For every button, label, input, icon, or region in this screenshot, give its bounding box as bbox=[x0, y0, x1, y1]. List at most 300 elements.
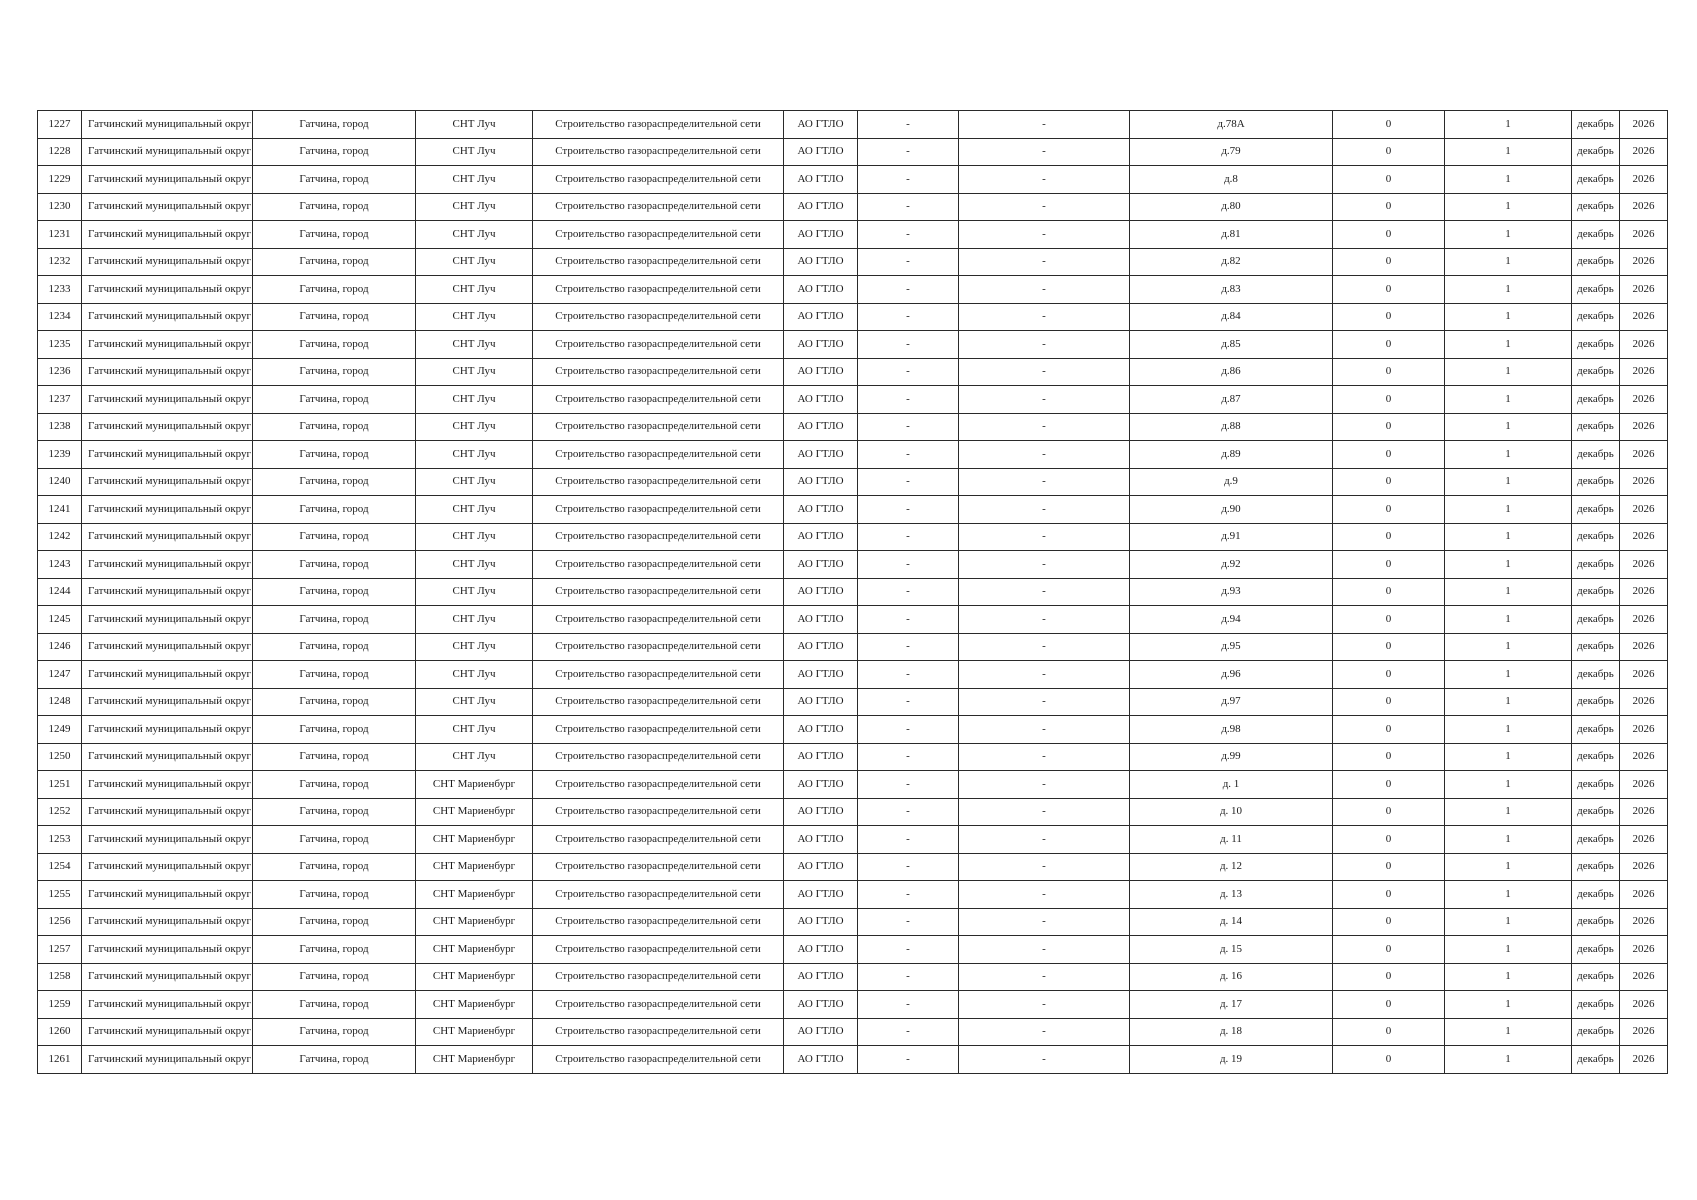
cell-organization: АО ГТЛО bbox=[784, 991, 858, 1019]
cell-year: 2026 bbox=[1620, 276, 1668, 304]
cell-house-number: д.80 bbox=[1130, 193, 1333, 221]
cell-row-number: 1251 bbox=[38, 771, 82, 799]
cell-house-number: д. 19 bbox=[1130, 1046, 1333, 1074]
cell-month: декабрь bbox=[1572, 138, 1620, 166]
cell-dash-1: - bbox=[858, 798, 959, 826]
cell-organization: АО ГТЛО bbox=[784, 193, 858, 221]
cell-snt-name: СНТ Луч bbox=[416, 276, 533, 304]
cell-year: 2026 bbox=[1620, 1046, 1668, 1074]
cell-dash-2: - bbox=[959, 358, 1130, 386]
cell-value-0: 0 bbox=[1333, 633, 1445, 661]
cell-work-type: Строительство газораспределительной сети bbox=[533, 496, 784, 524]
cell-house-number: д. 10 bbox=[1130, 798, 1333, 826]
cell-settlement: Гатчина, город bbox=[253, 633, 416, 661]
cell-value-0: 0 bbox=[1333, 413, 1445, 441]
cell-value-1: 1 bbox=[1445, 853, 1572, 881]
cell-value-0: 0 bbox=[1333, 936, 1445, 964]
cell-month: декабрь bbox=[1572, 688, 1620, 716]
cell-value-0: 0 bbox=[1333, 468, 1445, 496]
cell-value-1: 1 bbox=[1445, 468, 1572, 496]
cell-row-number: 1240 bbox=[38, 468, 82, 496]
cell-settlement: Гатчина, город bbox=[253, 248, 416, 276]
cell-dash-2: - bbox=[959, 496, 1130, 524]
cell-municipal-district: Гатчинский муниципальный округ bbox=[82, 358, 253, 386]
cell-snt-name: СНТ Мариенбург bbox=[416, 1018, 533, 1046]
cell-settlement: Гатчина, город bbox=[253, 578, 416, 606]
cell-value-1: 1 bbox=[1445, 221, 1572, 249]
cell-dash-2: - bbox=[959, 743, 1130, 771]
cell-dash-1: - bbox=[858, 991, 959, 1019]
cell-dash-2: - bbox=[959, 1046, 1130, 1074]
cell-year: 2026 bbox=[1620, 386, 1668, 414]
cell-municipal-district: Гатчинский муниципальный округ bbox=[82, 578, 253, 606]
cell-month: декабрь bbox=[1572, 963, 1620, 991]
cell-row-number: 1237 bbox=[38, 386, 82, 414]
cell-house-number: д. 13 bbox=[1130, 881, 1333, 909]
cell-value-0: 0 bbox=[1333, 138, 1445, 166]
cell-house-number: д.78А bbox=[1130, 111, 1333, 139]
cell-house-number: д. 11 bbox=[1130, 826, 1333, 854]
cell-dash-1: - bbox=[858, 853, 959, 881]
table-row bbox=[38, 908, 1668, 936]
cell-organization: АО ГТЛО bbox=[784, 386, 858, 414]
cell-house-number: д.9 bbox=[1130, 468, 1333, 496]
cell-row-number: 1255 bbox=[38, 881, 82, 909]
cell-work-type: Строительство газораспределительной сети bbox=[533, 716, 784, 744]
cell-dash-1: - bbox=[858, 826, 959, 854]
cell-value-1: 1 bbox=[1445, 138, 1572, 166]
cell-row-number: 1252 bbox=[38, 798, 82, 826]
cell-dash-1: - bbox=[858, 606, 959, 634]
table-row bbox=[38, 936, 1668, 964]
cell-work-type: Строительство газораспределительной сети bbox=[533, 166, 784, 194]
cell-municipal-district: Гатчинский муниципальный округ bbox=[82, 523, 253, 551]
cell-municipal-district: Гатчинский муниципальный округ bbox=[82, 743, 253, 771]
cell-work-type: Строительство газораспределительной сети bbox=[533, 523, 784, 551]
cell-snt-name: СНТ Мариенбург bbox=[416, 826, 533, 854]
cell-house-number: д. 1 bbox=[1130, 771, 1333, 799]
cell-settlement: Гатчина, город bbox=[253, 1046, 416, 1074]
cell-value-1: 1 bbox=[1445, 496, 1572, 524]
cell-house-number: д.81 bbox=[1130, 221, 1333, 249]
cell-work-type: Строительство газораспределительной сети bbox=[533, 468, 784, 496]
cell-house-number: д.87 bbox=[1130, 386, 1333, 414]
table-row bbox=[38, 468, 1668, 496]
cell-row-number: 1246 bbox=[38, 633, 82, 661]
cell-month: декабрь bbox=[1572, 826, 1620, 854]
cell-house-number: д.8 bbox=[1130, 166, 1333, 194]
cell-work-type: Строительство газораспределительной сети bbox=[533, 1018, 784, 1046]
cell-row-number: 1244 bbox=[38, 578, 82, 606]
cell-dash-2: - bbox=[959, 413, 1130, 441]
cell-house-number: д.88 bbox=[1130, 413, 1333, 441]
cell-settlement: Гатчина, город bbox=[253, 523, 416, 551]
cell-dash-2: - bbox=[959, 633, 1130, 661]
table-row bbox=[38, 798, 1668, 826]
cell-work-type: Строительство газораспределительной сети bbox=[533, 221, 784, 249]
cell-year: 2026 bbox=[1620, 606, 1668, 634]
cell-dash-2: - bbox=[959, 578, 1130, 606]
cell-municipal-district: Гатчинский муниципальный округ bbox=[82, 248, 253, 276]
cell-row-number: 1227 bbox=[38, 111, 82, 139]
cell-value-0: 0 bbox=[1333, 221, 1445, 249]
cell-organization: АО ГТЛО bbox=[784, 496, 858, 524]
cell-organization: АО ГТЛО bbox=[784, 331, 858, 359]
cell-snt-name: СНТ Луч bbox=[416, 468, 533, 496]
cell-value-1: 1 bbox=[1445, 606, 1572, 634]
cell-organization: АО ГТЛО bbox=[784, 853, 858, 881]
table-row bbox=[38, 991, 1668, 1019]
cell-municipal-district: Гатчинский муниципальный округ bbox=[82, 606, 253, 634]
cell-dash-1: - bbox=[858, 166, 959, 194]
cell-house-number: д.82 bbox=[1130, 248, 1333, 276]
cell-value-0: 0 bbox=[1333, 908, 1445, 936]
cell-dash-2: - bbox=[959, 111, 1130, 139]
cell-settlement: Гатчина, город bbox=[253, 908, 416, 936]
cell-settlement: Гатчина, город bbox=[253, 826, 416, 854]
cell-house-number: д. 17 bbox=[1130, 991, 1333, 1019]
cell-year: 2026 bbox=[1620, 963, 1668, 991]
cell-settlement: Гатчина, город bbox=[253, 496, 416, 524]
cell-dash-1: - bbox=[858, 881, 959, 909]
cell-work-type: Строительство газораспределительной сети bbox=[533, 936, 784, 964]
cell-municipal-district: Гатчинский муниципальный округ bbox=[82, 716, 253, 744]
cell-dash-1: - bbox=[858, 441, 959, 469]
cell-value-1: 1 bbox=[1445, 276, 1572, 304]
cell-value-0: 0 bbox=[1333, 1046, 1445, 1074]
cell-row-number: 1232 bbox=[38, 248, 82, 276]
table-row bbox=[38, 1018, 1668, 1046]
cell-settlement: Гатчина, город bbox=[253, 798, 416, 826]
cell-month: декабрь bbox=[1572, 413, 1620, 441]
cell-row-number: 1256 bbox=[38, 908, 82, 936]
cell-municipal-district: Гатчинский муниципальный округ bbox=[82, 111, 253, 139]
cell-municipal-district: Гатчинский муниципальный округ bbox=[82, 413, 253, 441]
cell-snt-name: СНТ Луч bbox=[416, 221, 533, 249]
cell-year: 2026 bbox=[1620, 496, 1668, 524]
cell-month: декабрь bbox=[1572, 468, 1620, 496]
cell-settlement: Гатчина, город bbox=[253, 358, 416, 386]
table-body bbox=[38, 111, 1668, 1074]
cell-value-1: 1 bbox=[1445, 963, 1572, 991]
cell-value-0: 0 bbox=[1333, 881, 1445, 909]
cell-dash-2: - bbox=[959, 248, 1130, 276]
table-row bbox=[38, 661, 1668, 689]
cell-value-1: 1 bbox=[1445, 386, 1572, 414]
cell-dash-1: - bbox=[858, 413, 959, 441]
cell-year: 2026 bbox=[1620, 303, 1668, 331]
cell-organization: АО ГТЛО bbox=[784, 523, 858, 551]
cell-dash-2: - bbox=[959, 881, 1130, 909]
cell-snt-name: СНТ Луч bbox=[416, 248, 533, 276]
cell-dash-2: - bbox=[959, 963, 1130, 991]
cell-snt-name: СНТ Луч bbox=[416, 331, 533, 359]
cell-month: декабрь bbox=[1572, 606, 1620, 634]
cell-settlement: Гатчина, город bbox=[253, 221, 416, 249]
cell-row-number: 1230 bbox=[38, 193, 82, 221]
cell-dash-2: - bbox=[959, 468, 1130, 496]
cell-work-type: Строительство газораспределительной сети bbox=[533, 303, 784, 331]
cell-value-0: 0 bbox=[1333, 798, 1445, 826]
cell-organization: АО ГТЛО bbox=[784, 881, 858, 909]
cell-year: 2026 bbox=[1620, 908, 1668, 936]
cell-dash-2: - bbox=[959, 853, 1130, 881]
cell-house-number: д. 18 bbox=[1130, 1018, 1333, 1046]
cell-year: 2026 bbox=[1620, 688, 1668, 716]
cell-value-0: 0 bbox=[1333, 963, 1445, 991]
cell-dash-1: - bbox=[858, 1046, 959, 1074]
cell-row-number: 1236 bbox=[38, 358, 82, 386]
cell-value-1: 1 bbox=[1445, 688, 1572, 716]
cell-snt-name: СНТ Мариенбург bbox=[416, 991, 533, 1019]
cell-month: декабрь bbox=[1572, 193, 1620, 221]
cell-settlement: Гатчина, город bbox=[253, 963, 416, 991]
cell-snt-name: СНТ Луч bbox=[416, 193, 533, 221]
cell-dash-2: - bbox=[959, 441, 1130, 469]
cell-work-type: Строительство газораспределительной сети bbox=[533, 798, 784, 826]
cell-month: декабрь bbox=[1572, 991, 1620, 1019]
cell-organization: АО ГТЛО bbox=[784, 1046, 858, 1074]
cell-organization: АО ГТЛО bbox=[784, 138, 858, 166]
table-row bbox=[38, 771, 1668, 799]
cell-value-0: 0 bbox=[1333, 578, 1445, 606]
cell-settlement: Гатчина, город bbox=[253, 853, 416, 881]
cell-house-number: д.84 bbox=[1130, 303, 1333, 331]
cell-row-number: 1254 bbox=[38, 853, 82, 881]
cell-row-number: 1235 bbox=[38, 331, 82, 359]
cell-value-1: 1 bbox=[1445, 991, 1572, 1019]
cell-dash-2: - bbox=[959, 523, 1130, 551]
cell-row-number: 1260 bbox=[38, 1018, 82, 1046]
cell-settlement: Гатчина, город bbox=[253, 551, 416, 579]
cell-house-number: д. 12 bbox=[1130, 853, 1333, 881]
cell-month: декабрь bbox=[1572, 248, 1620, 276]
cell-month: декабрь bbox=[1572, 551, 1620, 579]
cell-work-type: Строительство газораспределительной сети bbox=[533, 386, 784, 414]
cell-month: декабрь bbox=[1572, 881, 1620, 909]
cell-year: 2026 bbox=[1620, 716, 1668, 744]
cell-settlement: Гатчина, город bbox=[253, 166, 416, 194]
cell-value-1: 1 bbox=[1445, 578, 1572, 606]
cell-row-number: 1257 bbox=[38, 936, 82, 964]
cell-month: декабрь bbox=[1572, 523, 1620, 551]
cell-house-number: д.79 bbox=[1130, 138, 1333, 166]
cell-municipal-district: Гатчинский муниципальный округ bbox=[82, 963, 253, 991]
cell-row-number: 1249 bbox=[38, 716, 82, 744]
cell-year: 2026 bbox=[1620, 413, 1668, 441]
cell-snt-name: СНТ Мариенбург bbox=[416, 881, 533, 909]
cell-dash-1: - bbox=[858, 386, 959, 414]
cell-snt-name: СНТ Мариенбург bbox=[416, 908, 533, 936]
table-row bbox=[38, 166, 1668, 194]
cell-value-0: 0 bbox=[1333, 771, 1445, 799]
cell-value-1: 1 bbox=[1445, 826, 1572, 854]
cell-organization: АО ГТЛО bbox=[784, 798, 858, 826]
cell-dash-2: - bbox=[959, 771, 1130, 799]
data-table bbox=[37, 110, 1668, 1074]
cell-dash-1: - bbox=[858, 358, 959, 386]
cell-work-type: Строительство газораспределительной сети bbox=[533, 138, 784, 166]
table-row bbox=[38, 743, 1668, 771]
cell-value-1: 1 bbox=[1445, 248, 1572, 276]
table-row bbox=[38, 358, 1668, 386]
cell-value-1: 1 bbox=[1445, 551, 1572, 579]
cell-dash-1: - bbox=[858, 908, 959, 936]
cell-month: декабрь bbox=[1572, 853, 1620, 881]
cell-municipal-district: Гатчинский муниципальный округ bbox=[82, 303, 253, 331]
table-row bbox=[38, 221, 1668, 249]
cell-row-number: 1233 bbox=[38, 276, 82, 304]
cell-value-0: 0 bbox=[1333, 496, 1445, 524]
cell-year: 2026 bbox=[1620, 193, 1668, 221]
cell-row-number: 1247 bbox=[38, 661, 82, 689]
cell-month: декабрь bbox=[1572, 1018, 1620, 1046]
cell-organization: АО ГТЛО bbox=[784, 716, 858, 744]
table-row bbox=[38, 716, 1668, 744]
cell-snt-name: СНТ Луч bbox=[416, 688, 533, 716]
table-row bbox=[38, 413, 1668, 441]
cell-value-1: 1 bbox=[1445, 193, 1572, 221]
cell-house-number: д.94 bbox=[1130, 606, 1333, 634]
cell-row-number: 1239 bbox=[38, 441, 82, 469]
cell-month: декабрь bbox=[1572, 441, 1620, 469]
cell-value-1: 1 bbox=[1445, 358, 1572, 386]
cell-snt-name: СНТ Мариенбург bbox=[416, 798, 533, 826]
cell-row-number: 1238 bbox=[38, 413, 82, 441]
cell-row-number: 1258 bbox=[38, 963, 82, 991]
table-row bbox=[38, 881, 1668, 909]
cell-dash-2: - bbox=[959, 331, 1130, 359]
cell-value-1: 1 bbox=[1445, 441, 1572, 469]
cell-snt-name: СНТ Луч bbox=[416, 551, 533, 579]
cell-value-0: 0 bbox=[1333, 358, 1445, 386]
cell-house-number: д.93 bbox=[1130, 578, 1333, 606]
cell-work-type: Строительство газораспределительной сети bbox=[533, 606, 784, 634]
cell-value-1: 1 bbox=[1445, 413, 1572, 441]
cell-month: декабрь bbox=[1572, 633, 1620, 661]
cell-year: 2026 bbox=[1620, 881, 1668, 909]
cell-year: 2026 bbox=[1620, 936, 1668, 964]
cell-year: 2026 bbox=[1620, 166, 1668, 194]
cell-house-number: д.90 bbox=[1130, 496, 1333, 524]
cell-year: 2026 bbox=[1620, 771, 1668, 799]
cell-snt-name: СНТ Луч bbox=[416, 441, 533, 469]
cell-settlement: Гатчина, город bbox=[253, 991, 416, 1019]
cell-year: 2026 bbox=[1620, 853, 1668, 881]
cell-organization: АО ГТЛО bbox=[784, 468, 858, 496]
cell-year: 2026 bbox=[1620, 441, 1668, 469]
cell-dash-2: - bbox=[959, 138, 1130, 166]
cell-municipal-district: Гатчинский муниципальный округ bbox=[82, 853, 253, 881]
cell-house-number: д.89 bbox=[1130, 441, 1333, 469]
cell-dash-1: - bbox=[858, 633, 959, 661]
table-row bbox=[38, 111, 1668, 139]
cell-value-0: 0 bbox=[1333, 716, 1445, 744]
cell-work-type: Строительство газораспределительной сети bbox=[533, 661, 784, 689]
cell-snt-name: СНТ Луч bbox=[416, 578, 533, 606]
cell-house-number: д.91 bbox=[1130, 523, 1333, 551]
cell-value-1: 1 bbox=[1445, 908, 1572, 936]
cell-month: декабрь bbox=[1572, 276, 1620, 304]
cell-year: 2026 bbox=[1620, 248, 1668, 276]
cell-value-1: 1 bbox=[1445, 936, 1572, 964]
cell-municipal-district: Гатчинский муниципальный округ bbox=[82, 193, 253, 221]
cell-house-number: д. 14 bbox=[1130, 908, 1333, 936]
cell-municipal-district: Гатчинский муниципальный округ bbox=[82, 826, 253, 854]
cell-municipal-district: Гатчинский муниципальный округ bbox=[82, 166, 253, 194]
table-row bbox=[38, 138, 1668, 166]
cell-settlement: Гатчина, город bbox=[253, 111, 416, 139]
cell-house-number: д. 16 bbox=[1130, 963, 1333, 991]
table-row bbox=[38, 386, 1668, 414]
cell-year: 2026 bbox=[1620, 633, 1668, 661]
cell-year: 2026 bbox=[1620, 138, 1668, 166]
cell-year: 2026 bbox=[1620, 221, 1668, 249]
cell-month: декабрь bbox=[1572, 936, 1620, 964]
cell-municipal-district: Гатчинский муниципальный округ bbox=[82, 633, 253, 661]
cell-month: декабрь bbox=[1572, 358, 1620, 386]
cell-municipal-district: Гатчинский муниципальный округ bbox=[82, 688, 253, 716]
cell-house-number: д.98 bbox=[1130, 716, 1333, 744]
cell-work-type: Строительство газораспределительной сети bbox=[533, 551, 784, 579]
cell-value-0: 0 bbox=[1333, 331, 1445, 359]
cell-value-1: 1 bbox=[1445, 743, 1572, 771]
cell-dash-2: - bbox=[959, 908, 1130, 936]
cell-value-0: 0 bbox=[1333, 276, 1445, 304]
cell-year: 2026 bbox=[1620, 661, 1668, 689]
table-row bbox=[38, 303, 1668, 331]
cell-month: декабрь bbox=[1572, 166, 1620, 194]
cell-dash-2: - bbox=[959, 276, 1130, 304]
cell-dash-2: - bbox=[959, 303, 1130, 331]
cell-dash-1: - bbox=[858, 496, 959, 524]
cell-organization: АО ГТЛО bbox=[784, 276, 858, 304]
cell-dash-2: - bbox=[959, 661, 1130, 689]
cell-value-1: 1 bbox=[1445, 166, 1572, 194]
cell-work-type: Строительство газораспределительной сети bbox=[533, 743, 784, 771]
cell-organization: АО ГТЛО bbox=[784, 578, 858, 606]
cell-value-1: 1 bbox=[1445, 771, 1572, 799]
cell-value-0: 0 bbox=[1333, 303, 1445, 331]
cell-settlement: Гатчина, город bbox=[253, 743, 416, 771]
cell-municipal-district: Гатчинский муниципальный округ bbox=[82, 771, 253, 799]
cell-organization: АО ГТЛО bbox=[784, 303, 858, 331]
cell-snt-name: СНТ Луч bbox=[416, 606, 533, 634]
cell-row-number: 1242 bbox=[38, 523, 82, 551]
cell-work-type: Строительство газораспределительной сети bbox=[533, 413, 784, 441]
cell-snt-name: СНТ Мариенбург bbox=[416, 963, 533, 991]
cell-work-type: Строительство газораспределительной сети bbox=[533, 276, 784, 304]
cell-municipal-district: Гатчинский муниципальный округ bbox=[82, 276, 253, 304]
cell-dash-2: - bbox=[959, 991, 1130, 1019]
table-row bbox=[38, 1046, 1668, 1074]
cell-settlement: Гатчина, город bbox=[253, 771, 416, 799]
cell-row-number: 1248 bbox=[38, 688, 82, 716]
cell-settlement: Гатчина, город bbox=[253, 331, 416, 359]
cell-house-number: д.99 bbox=[1130, 743, 1333, 771]
cell-year: 2026 bbox=[1620, 578, 1668, 606]
cell-house-number: д.92 bbox=[1130, 551, 1333, 579]
cell-organization: АО ГТЛО bbox=[784, 963, 858, 991]
cell-snt-name: СНТ Луч bbox=[416, 166, 533, 194]
cell-value-0: 0 bbox=[1333, 743, 1445, 771]
cell-year: 2026 bbox=[1620, 111, 1668, 139]
cell-month: декабрь bbox=[1572, 111, 1620, 139]
cell-month: декабрь bbox=[1572, 661, 1620, 689]
cell-value-1: 1 bbox=[1445, 111, 1572, 139]
table-row bbox=[38, 551, 1668, 579]
table-row bbox=[38, 853, 1668, 881]
